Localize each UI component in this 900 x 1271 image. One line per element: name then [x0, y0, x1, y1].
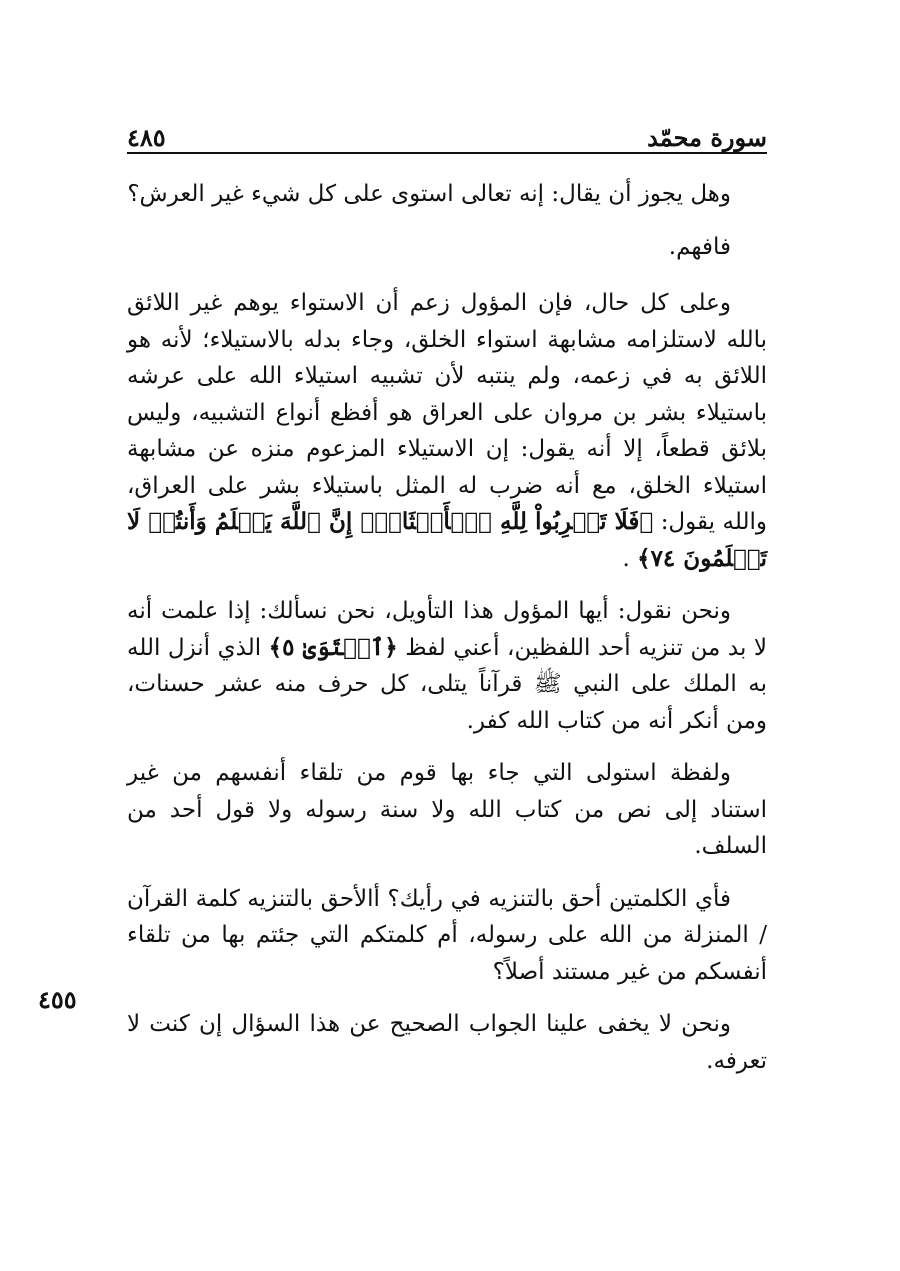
surah-title: سورة محمّد [647, 123, 767, 152]
paragraph [127, 285, 767, 577]
paragraph-text: الذي أنزل الله به الملك على النبي ﷺ قرآناً يتلى، كل حرف منه عشر حسنات، ومن أنكر أنه من كتاب الله كفر. [127, 634, 767, 734]
paragraph-end: . [622, 545, 630, 572]
paragraph-text: فأي الكلمتين أحق بالتنزيه في رأيك؟ أالأحق بالتنزيه كلمة القرآن / المنزلة من الله على رسوله، أم كلمتكم التي جئتم بها من تلقاء أنفسكم من غير مستند أصلاً؟ [127, 885, 767, 985]
paragraph [127, 881, 767, 991]
paragraph [127, 176, 767, 213]
margin-page-number: ٤٥٥ [38, 985, 77, 1014]
page-number: ٤٨٥ [127, 123, 166, 152]
paragraph-text: ونحن لا يخفى علينا الجواب الصحيح عن هذا السؤال إن كنت لا تعرفه. [127, 1011, 767, 1074]
paragraph-text: وهل يجوز أن يقال: إنه تعالى استوى على كل شيء غير العرش؟ [127, 181, 731, 207]
header-rule [127, 152, 767, 154]
paragraph [127, 1006, 767, 1079]
paragraph-text: ولفظة استولى التي جاء بها قوم من تلقاء أنفسهم من غير استناد إلى نص من كتاب الله ولا سنة رسوله ولا قول أحد من السلف. [127, 760, 767, 859]
quran-verse: ﴿فَلَا تَضۡرِبُواْ لِلَّهِ ٱلۡأَمۡثَالَۚ إِنَّ ٱللَّهَ يَعۡلَمُ وَأَنتُمۡ لَا تَعۡلَمُونَ ٧٤﴾ [127, 508, 767, 572]
page-header [127, 112, 767, 152]
paragraph [127, 755, 767, 865]
page-body [127, 176, 767, 1095]
paragraph-text: فافهم. [668, 233, 731, 260]
paragraph [127, 593, 767, 739]
paragraph-text: ونحن نقول: أيها المؤول هذا التأويل، نحن نسألك: إذا علمت أنه لا بد من تنزيه أحد اللفظين، أعني لفظ [127, 598, 767, 661]
paragraph-text: وعلى كل حال، فإن المؤول زعم أن الاستواء يوهم غير اللائق بالله لاستلزامه مشابهة استواء الخلق، وجاء بدله بالاستيلاء؛ لأنه هو اللائق به في زعمه، ولم ينتبه لأن تشبيه استيلاء الله على عرشه باستيلاء بشر بن مروان على العراق هو أفظع أنواع التشبيه، وليس بلائق قطعاً، إلا أنه يقول: إن الاستيلاء المزعوم منزه عن مشابهة استيلاء الخلق، مع أنه ضرب له المثل باستيلاء بشر على العراق، والله يقول: [127, 290, 768, 535]
paragraph [127, 229, 767, 266]
quran-word: ﴿ٱسۡتَوَىٰ ٥﴾ [268, 633, 398, 661]
